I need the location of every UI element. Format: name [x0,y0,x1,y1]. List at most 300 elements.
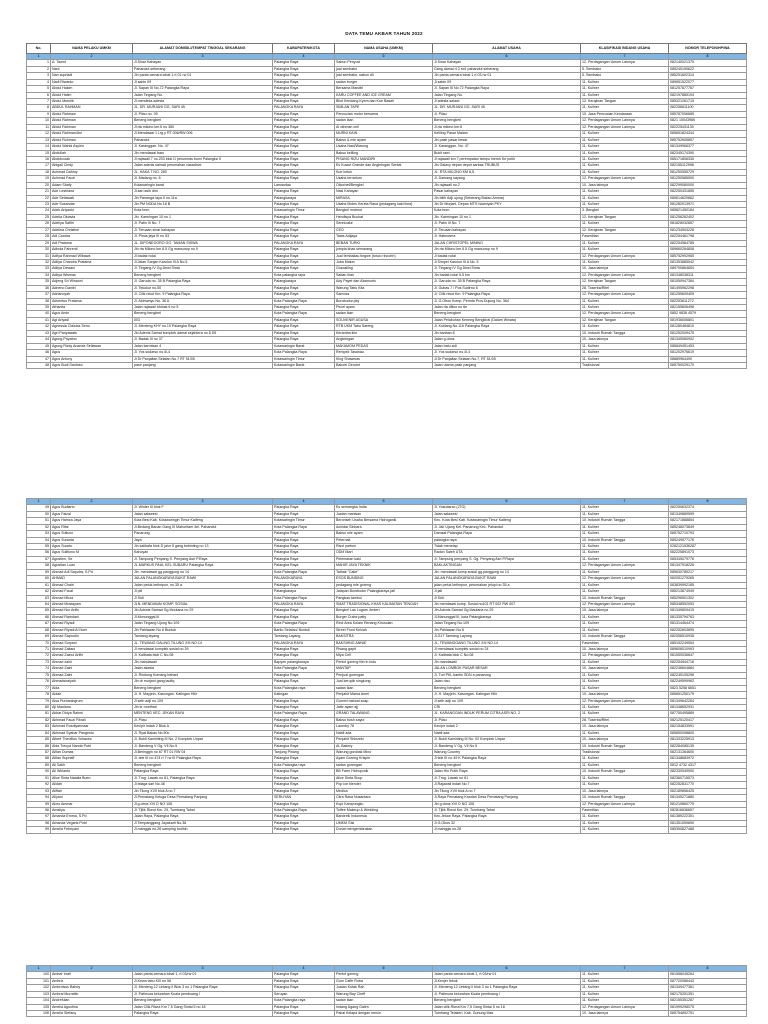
table-cell: CEO [335,227,433,233]
table-cell: Jalan Pelabuhan Keneng Bengkirai (Dalam Winata) [433,317,581,323]
table-cell: Adjeng Sri Winanni [51,279,133,285]
column-header: NAMA USAHA (UMKM) [335,44,433,54]
table-cell: 27 [27,227,51,233]
table-cell: 085296501302 [669,595,747,601]
table-cell: 12. Kerajinan Tangan [581,99,669,105]
table-cell: Ady Payet dan Aksesoris [335,279,433,285]
table-cell: Palangka Raya [273,214,335,220]
table-cell: Palangka Raya [273,253,335,259]
table-cell: Palangka Raya [273,672,335,678]
table-cell: 11. Kuliner [581,730,669,736]
table-cell: Palangka Raya [273,544,335,550]
table-cell: 10. Industri Rumah Tangga [581,795,669,801]
table-cell: 0282121536287 [669,544,747,550]
table-cell: Fasentilan [581,807,669,813]
column-index: 7 [581,54,669,60]
table-cell: Palangka Raya [273,234,335,240]
table-cell: 082252603895 [669,627,747,633]
table-cell: 11. Kuliner [581,305,669,311]
table-cell: 11. Kuliner [581,820,669,826]
table-cell: Jalan Hiu Putih Raya [433,769,581,775]
table-cell: Radon Saleh UTA [433,550,581,556]
table-cell: 105 [27,1004,51,1010]
table-cell: Kota bnm [133,208,273,214]
table-cell: 88 [27,756,51,762]
table-cell: Palangka Raya [273,775,335,781]
table-cell: Palangka Raya [273,647,335,653]
table-cell: 11. Kuliner [581,144,669,150]
table-cell: Kota Palangka Raya [273,807,335,813]
table-cell: MIRASA [335,195,433,201]
table-cell: Palangka Raya [273,537,335,543]
table-cell: Alfian Supriaff [51,756,133,762]
table-cell: Abdul Rahman [51,124,133,130]
column-index: 4 [273,966,335,972]
table-cell: jalan petuk ketimpun, perumahan jelupi no 35 a [433,582,581,588]
table-cell: 082225891073 [669,550,747,556]
table-cell: Alda Trecya Nanda Putri [51,743,133,749]
table-cell: 11. Kuliner [581,704,669,710]
table-cell: 082254461798 [669,234,747,240]
table-cell: 081348683972 [669,756,747,762]
table-cell: 085213874949 [669,589,747,595]
table-cell: Kota Palangka raya [273,685,335,691]
table-cell: 082171888854 [669,518,747,524]
table-cell: Palangka Raya [273,99,335,105]
column-index: 8 [669,966,747,972]
table-cell: 23 [27,202,51,208]
table-cell: jual sembako [335,66,433,72]
table-cell: King Shawmas [335,356,433,362]
table-cell: 081255609409 [669,292,747,298]
table-cell: Beneng bengkeri [433,998,581,1004]
table-cell: Ambral Murratiin [51,991,133,997]
table-cell: 11. Kuliner [581,582,669,588]
table-cell: SOUVENIR AGUSA [335,317,433,323]
table-cell: Ahmad Zaitani [51,647,133,653]
table-cell: Jalan g.obos [433,337,581,343]
table-cell: 65 [27,608,51,614]
table-cell: Kotawaringin Timur [273,356,335,362]
table-cell: Jl. Menteng KHY no.19 Palangka Raya [133,324,273,330]
table-cell: ODM Mart [335,550,433,556]
table-cell: GRAND TALAWANG [335,711,433,717]
table-cell: 55 [27,544,51,550]
table-cell: Sennicake [335,221,433,227]
table-cell: Bengkel motmur [335,208,433,214]
table-cell: Jl.manggis no.28 samping bodhin [133,827,273,833]
table-cell: 5. Sembako [581,73,669,79]
table-cell: Tamiang layang [133,634,273,640]
table-cell: 089700864654 [669,266,747,272]
table-cell: Jl.Bedang Banan Gang III Mahoritam 4el. Pahandut [133,524,273,530]
column-index: 1 [27,966,51,972]
table-cell: 089660284808 [669,247,747,253]
table-cell: Achmad Dahmy [51,169,133,175]
table-cell: Palangka Raya [273,292,335,298]
table-cell: Amanda Emma, S.Pd [51,814,133,820]
table-cell: Jl.rta milono km.6 no 380 [133,124,273,130]
table-cell: Palangka Raya [273,73,335,79]
table-cell: Abdul Wahid Asyirin [51,144,133,150]
table-cell: MAKAMOM PEDAS [335,343,433,349]
table-cell: Palangka Raya [273,137,335,143]
table-cell: 11. Kuliner [581,978,669,984]
table-cell: Palangka Raya [133,1011,273,1017]
table-cell: 79 [27,698,51,704]
table-cell: 10. Jasa lainnya [581,666,669,672]
table-cell: Ahmad zaini [51,659,133,665]
table-cell: 8 [27,105,51,111]
table-cell: 11. Kuliner [581,614,669,620]
table-cell: Ayam Goreng Krispie [335,756,433,762]
table-cell: Jl Mendawai 1 Lrg.y RT 006/RW 006 [133,131,273,137]
table-cell: Jln dr murjani gang taufiq [133,679,273,685]
table-cell: Agus Antony [51,356,133,362]
table-cell: JL. HAKA 7 NO. 280 [133,169,273,175]
table-cell: 003 [133,317,273,323]
table-cell: Palangka Raya [273,111,335,117]
table-cell: Jl mendawai komplek sosial no 39 [133,647,273,653]
table-cell: Palangkaraya [273,279,335,285]
table-cell: 37 [27,292,51,298]
table-cell: Jl.rta milono km.6 [433,124,581,130]
table-cell: Kecipir indah 2 [433,724,581,730]
table-cell: 085350827488 [669,827,747,833]
column-index: 7 [581,499,669,505]
table-cell: Jln rta Milono km 6.5 Gg mansurup no 9 [133,247,273,253]
table-cell: 12. Kerajinan Tangan [581,317,669,323]
table-cell: 11. Kuliner [581,756,669,762]
table-cell: Jalan Tingang No. [133,92,273,98]
table-cell: Jl.Kenjer tekuk [433,978,581,984]
table-cell: Ahmad Mirza [51,595,133,601]
table-cell: Palangka Raya [273,330,335,336]
table-cell: Beneng bengkeri [133,272,273,278]
table-cell: Jln Dr Murjani, Depan MTS Islamiyah PKY [433,202,581,208]
table-cell: Jl. H. Mayjein. Kasongan. Katingan Hilir [433,692,581,698]
table-cell: 101 [27,978,51,984]
table-cell: Aditya Wismas [51,272,133,278]
table-cell: 081348652931 [669,704,747,710]
table-cell: Bukit rawi [433,150,581,156]
column-index: 1 [27,499,51,505]
table-cell: Penjahit Mama Amel [335,692,433,698]
table-cell: 082125120417 [669,717,747,723]
table-cell: Jl. Patin III No. 7 [133,221,273,227]
table-cell: Ambriz [51,978,133,984]
table-cell: 082360715573 [669,775,747,781]
table-cell: 33 [27,266,51,272]
table-cell: Aditya Chandra Pratama [51,259,133,265]
table-cell: Agus Suratu [51,544,133,550]
table-cell: ABDUL RAHMAN [51,105,133,111]
table-cell: PALANGKA RAYA [273,601,335,607]
table-cell: Jl adesta salawi [433,99,581,105]
table-cell: Jl. Damang sayang [433,176,581,182]
table-cell: Jalan karmisan 4 [133,343,273,349]
table-cell: 0823 5258 6651 [669,685,747,691]
table-cell: Agus Sulisno [51,531,133,537]
column-index: 2 [51,966,133,972]
table-cell: Sabun Penyuci [335,60,433,66]
table-cell: Miya Cell [335,653,433,659]
table-cell: 082254944716 [669,659,747,665]
table-cell: Jl. Jalr Ujang Kel. Panarung Kec. Pahandut [433,524,581,530]
table-cell: 53 [27,531,51,537]
table-cell: Rect Area Kolam Renang Khusulan [335,621,433,627]
table-cell: 63 [27,595,51,601]
table-cell: Achmad Fauzi [51,176,133,182]
table-cell: Jalan petuk ketimpun, no 35 a [133,582,273,588]
table-cell: Jl.Rajawali indah No.7 [433,782,581,788]
table-cell: Jl mendeka adesta [133,99,273,105]
table-cell: Jl. Bandeng V Gg. VII No.5 [433,743,581,749]
table-cell: 081495962298 [669,285,747,291]
table-cell: 082816836657 [669,807,747,813]
table-cell: 11. Kuliner [581,131,669,137]
table-cell: sadan ikan [335,685,433,691]
table-cell: Bakso keliling [335,150,433,156]
table-cell: Jl Sidi [433,595,581,601]
table-cell: Jl. Winter III blok F [133,505,273,511]
table-cell: 0812 4732 4317 [669,762,747,768]
table-cell: 31 [27,253,51,259]
table-cell: Jln Pahlawan No 6 Buntok [133,627,273,633]
table-cell: Jl jati [433,589,581,595]
table-cell: Adinda Fahrenti [51,247,133,253]
table-cell: Ade Lestriana [51,189,133,195]
table-cell: 085251602314 [669,73,747,79]
table-cell: 11. Kuliner [581,621,669,627]
table-cell: 25 [27,214,51,220]
table-cell: Jalan rajawali blobak 6 no 5 [133,305,273,311]
table-cell: 11. Kuliner [581,550,669,556]
table-cell: Kota Palangka Raya [273,569,335,575]
table-cell: Jln kalibata blok D jalur 5 gang bebinting no 13 [133,544,273,550]
table-cell: Agus Budi Santoso [51,362,133,368]
table-cell: Palangka Raya [273,156,335,162]
table-cell: Palangka Raya [273,324,335,330]
table-cell: Ottochef/Bengkel [335,182,433,188]
table-cell: Burger Crabz patty [335,614,433,620]
table-cell: Agustien, Se [51,556,133,562]
table-cell: 081349809415 [669,608,747,614]
table-cell: 24 [27,208,51,214]
table-cell: 82 [27,717,51,723]
table-cell: Palangka Raya [273,131,335,137]
table-cell: 12. Perdagangan Umum Lainnya [581,118,669,124]
table-cell: Keramba ikin [335,330,433,336]
table-cell: Jl tele III no 49 K Palangka Raya [433,756,581,762]
column-index: 5 [335,499,433,505]
table-cell: Ahmadsiraiyah [51,679,133,685]
table-cell: 14 [27,144,51,150]
table-cell: Laundry 78 [335,724,433,730]
table-cell: Gummi natural soap [335,698,433,704]
table-cell: Sadan ikan [335,272,433,278]
table-cell: Jln panta cemara lobat 1 rt 01 rw 01 [133,73,273,79]
table-cell: 20 [27,182,51,188]
column-index: 2 [51,54,133,60]
table-cell: Palangkaraya [273,589,335,595]
table-cell: 98 [27,820,51,826]
table-cell: 12. Perdagangan Umum Lainnya [581,272,669,278]
table-cell: Palangka Raya [273,743,335,749]
table-cell: 11. Kuliner [581,814,669,820]
column-header: KABUPATEN/KOTA [273,44,335,54]
table-cell: Palangka Raya [273,511,335,517]
column-index: 4 [273,54,335,60]
table-cell: jumpia khas semarang [335,247,433,253]
data-table [26,965,747,1017]
table-cell: Palangka Raya [273,985,335,991]
table-cell: Palangka Raya [273,118,335,124]
table-cell: Penjahit Shinzeki [335,737,433,743]
table-cell: Palangka Raya [273,737,335,743]
table-cell: pasir panjang [133,362,273,368]
table-cell: 087720086443 [669,978,747,984]
table-cell: PALANGKA RAYA [273,640,335,646]
table-cell: jual sembako, sabun dll [335,73,433,79]
table-cell: Ahmad Suryani [51,640,133,646]
table-cell: 11. Kuliner [581,259,669,265]
table-cell: 10. Jasa lainnya [581,737,669,743]
table-cell: Beneng bengkeri [133,762,273,768]
table-cell: 19 [27,176,51,182]
table-cell: Kota Palangka Raya [273,711,335,717]
table-cell: 11. Kuliner [581,195,669,201]
table-cell: 44 [27,337,51,343]
table-cell: 081314464474 [669,621,747,627]
table-cell: Jalan Tingang No. [433,92,581,98]
table-cell: Palangka Raya [273,550,335,556]
table-cell: 5. Sembako [581,66,669,72]
table-cell: 15 [27,150,51,156]
table-cell: 12. Perdagangan Umum Lainnya [581,563,669,569]
table-cell: 081250555729 [669,169,747,175]
table-cell: 10. Industri Rumah Tangga [581,537,669,543]
table-cell: Jualan manisan [335,511,433,517]
table-cell: 104 [27,998,51,1004]
table-cell: Palangka Raya [273,1011,335,1017]
table-cell: 10. Industri Rumah Tangga [581,769,669,775]
table-cell: Jl. Kalibata blok C No.08 [133,653,273,659]
table-cell: Jln Tilung XVII blok A no 7 [133,788,273,794]
table-cell: A. Tawot [51,60,133,66]
table-cell: Palangka Raya [273,505,335,511]
table-cell: Kue ketuk [335,169,433,175]
table-cell: Bilot Kendang Kyem dan Kue Basah [335,99,433,105]
table-cell: 087750495889 [669,711,747,717]
table-cell: 081256262402 [669,214,747,220]
table-cell: Jln kr murthah [133,704,273,710]
table-cell: Kotawaringin Barat [273,362,335,368]
table-cell: 081999298075 [669,1004,747,1010]
table-cell: Kota Palangka raya [273,998,335,1004]
table-cell: 10. Jasa Pencucian Kendaraan [581,111,669,117]
table-cell: Fasentilan [581,640,669,646]
table-cell: Palangka Raya [273,124,335,130]
table-cell: JALAN PALANGKARAYA BUKIT RAWI [433,576,581,582]
table-cell: 12. Perdagangan Umum Lainnya [581,311,669,317]
table-cell: 81 [27,711,51,717]
table-cell: 11. Kuliner [581,202,669,208]
table-cell: Jln pasir pasar besar [433,137,581,143]
table-cell: 085245190622 [669,66,747,72]
table-cell: Jln rajawali no.2 [433,182,581,188]
table-cell: Ahmad Ramdani [51,614,133,620]
table-cell: 50 [27,511,51,517]
table-cell: Jl.sari asih dim [133,189,273,195]
table-cell: Jln banban 8 [433,330,581,336]
table-cell: 67 [27,621,51,627]
table-cell: Jl. Patimura kelurahan Kuala pembuang I [433,991,581,997]
table-cell: 78 [27,692,51,698]
table-cell: 11. Kuliner [581,343,669,349]
table-cell: Abdul Rahman [51,111,133,117]
table-cell: Keliling Pasar Malam [433,131,581,137]
table-cell: 9 [27,111,51,117]
table-cell: 089630789217 [669,569,747,575]
table-cell: Jl.G17 Tamiang Layang [433,634,581,640]
table-cell: Jl seth adji no 109 [133,698,273,704]
table-cell: 082284085135 [669,743,747,749]
table-cell: Beneng bengkeri [433,762,581,768]
table-cell: Beneng bengkeri [433,311,581,317]
table-cell: 70 [27,640,51,646]
table-cell: Bapyen palangkaraya [273,659,335,665]
table-cell: 1 [27,60,51,66]
table-cell: JL. DR. MURJANI GG. SARI 45 [433,105,581,111]
table-cell: 11. Kuliner [581,324,669,330]
table-cell: 082254564785 [669,240,747,246]
table-cell: Jual tembakau tingwe (tosco rincorin) [335,253,433,259]
table-cell: Adelia Oktavia [51,214,133,220]
table-cell: Jl G.Obos 32 [433,820,581,826]
column-index: 6 [433,966,581,972]
table-cell: Jl. Tekukur no.50 [133,285,273,291]
table-cell: Palangka Raya [273,150,335,156]
table-cell: 081250585500 [669,176,747,182]
table-cell: 32 [27,259,51,265]
table-cell: 11. Kuliner [581,298,669,304]
table-cell: Palangka Raya [273,163,335,169]
column-header: KLASIFIKASI BIDANG USAHA [581,44,669,54]
table-cell: 7 [27,99,51,105]
table-cell: 56 [27,550,51,556]
table-cell: 60 [27,576,51,582]
table-cell: Nasi Kahayan [335,189,433,195]
table-cell: Nadi Riwanto [51,79,133,85]
table-cell: Almu Ammar [51,801,133,807]
table-cell: Jalan adenis samad perumahan casadove [133,163,273,169]
table-cell: 12. Perdagangan Umum Lainnya [581,653,669,659]
table-cell: Amelia Stefany [51,1011,133,1017]
table-cell: Afrianita [51,305,133,311]
table-cell: Barito Selatan/ Buntok [273,627,335,633]
table-cell: JL. DR. MURJANI GG. SARI 45 [133,105,273,111]
table-cell: Agus Amin [51,311,133,317]
table-cell: Jln Pahlawan No 6 [433,627,581,633]
table-cell: Adrianoyah [51,292,133,298]
table-cell: Beronseh Usaha Bersama Hidroganik [335,518,433,524]
table-cell: Jl. Menteng 12 Lintang Il Blok 3 no 1 Palangka Raya [133,985,273,991]
table-cell: 11. Kuliner [581,79,669,85]
table-cell: 12. Perdagangan Umum Lainnya [581,124,669,130]
table-cell: Jl. Sapan III No.72 Palangka Raya [133,86,273,92]
table-cell: 93 [27,788,51,794]
